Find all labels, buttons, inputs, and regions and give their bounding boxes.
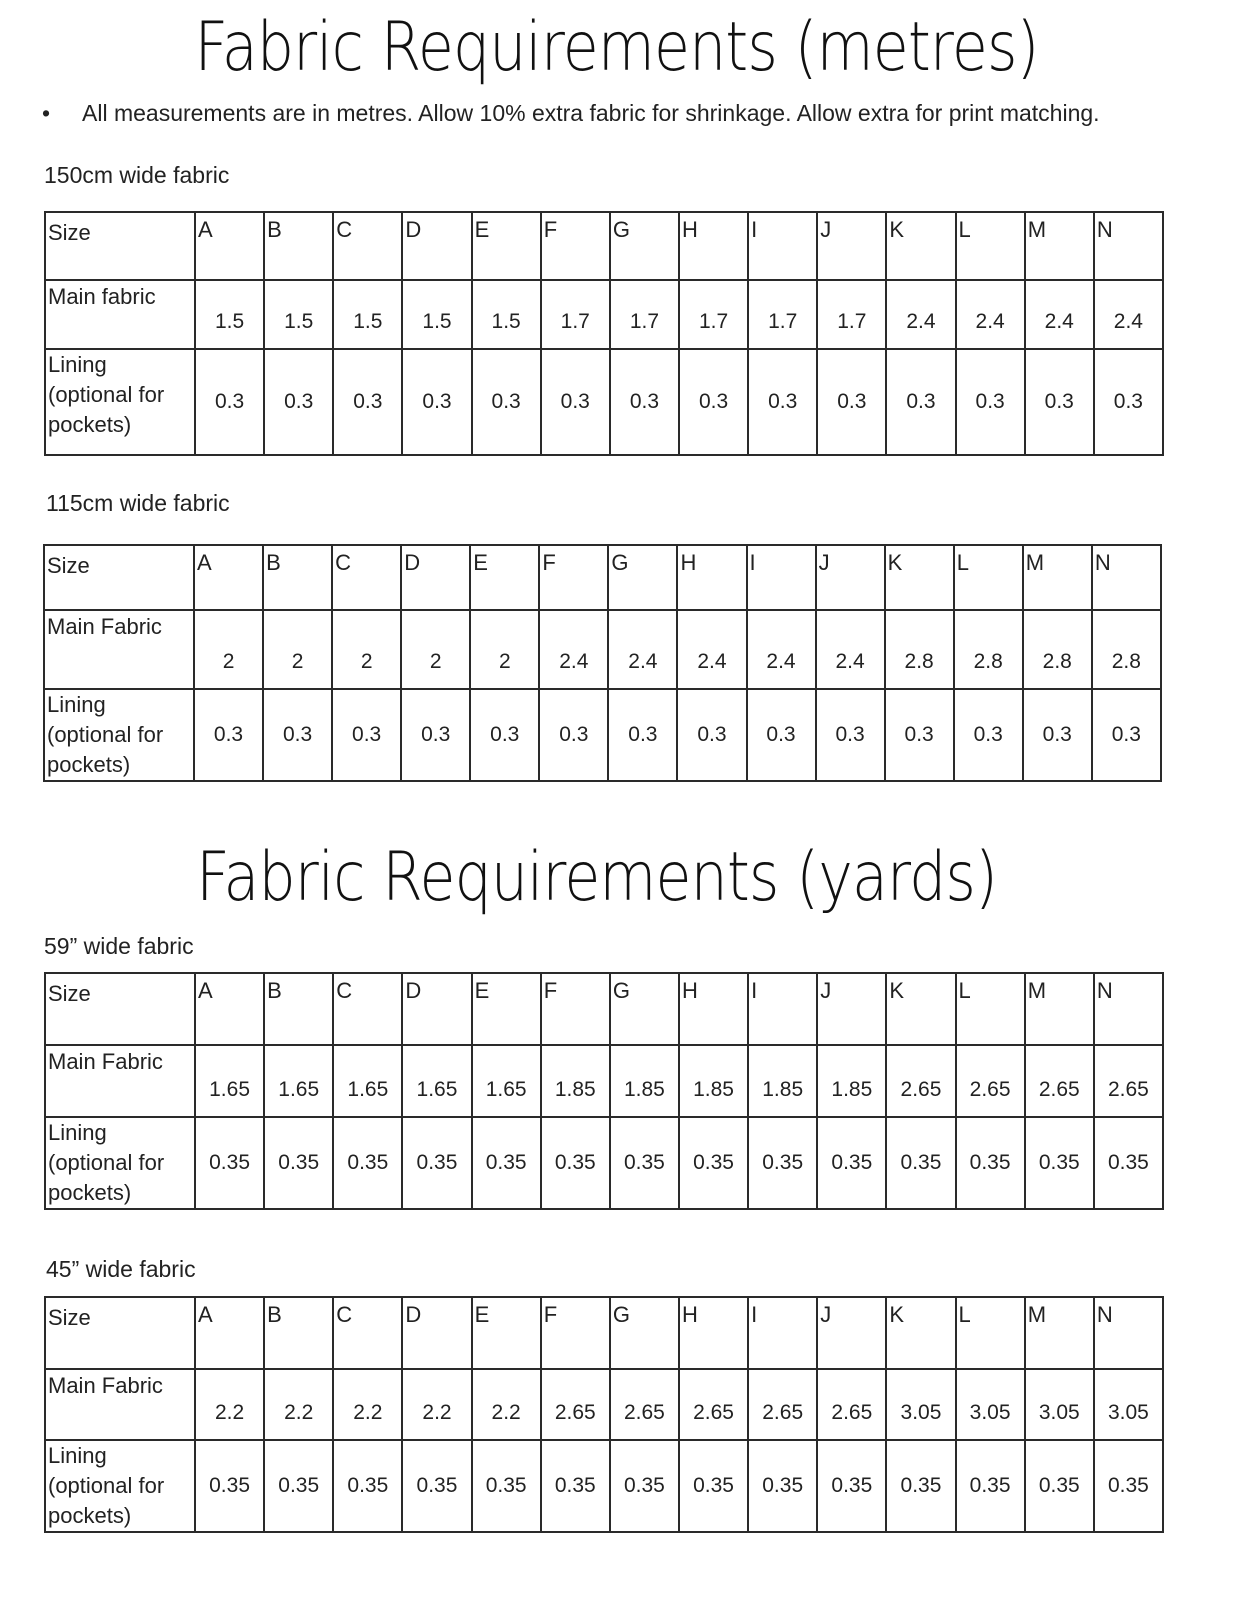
main-fabric-value: 2: [332, 610, 401, 689]
main-fabric-value: 2.65: [748, 1369, 817, 1440]
lining-value: 0.35: [195, 1117, 264, 1209]
lining-value: 0.3: [608, 689, 677, 781]
table-caption-45in: 45” wide fabric: [46, 1256, 196, 1282]
lining-value: 0.35: [264, 1117, 333, 1209]
size-header-cell: H: [679, 212, 748, 280]
main-fabric-value: 2.4: [1025, 280, 1094, 349]
lining-value: 0.3: [264, 349, 333, 455]
lining-value: 0.35: [748, 1440, 817, 1532]
lining-value: 0.35: [886, 1117, 955, 1209]
size-header-cell: M: [1025, 1297, 1094, 1369]
main-fabric-value: 1.85: [541, 1045, 610, 1117]
lining-value: 0.3: [1094, 349, 1163, 455]
main-fabric-value: 2.65: [817, 1369, 886, 1440]
main-fabric-value: 1.85: [679, 1045, 748, 1117]
main-fabric-value: 1.85: [748, 1045, 817, 1117]
main-fabric-value: 2.4: [677, 610, 746, 689]
lining-row: [45, 1440, 1163, 1532]
size-header-cell: H: [677, 545, 746, 610]
main-fabric-value: 2.4: [747, 610, 816, 689]
main-fabric-value: 2.8: [885, 610, 954, 689]
size-header-cell: C: [333, 1297, 402, 1369]
lining-row: [44, 689, 1161, 781]
main-fabric-value: 2: [263, 610, 332, 689]
size-header-cell: L: [956, 212, 1025, 280]
main-fabric-row: [44, 610, 1161, 689]
size-header-cell: E: [472, 973, 541, 1045]
main-fabric-label: Main Fabric: [45, 1045, 195, 1117]
main-fabric-value: 2.4: [886, 280, 955, 349]
size-label: Size: [45, 973, 195, 1045]
size-header-cell: M: [1023, 545, 1092, 610]
main-fabric-value: 2.2: [264, 1369, 333, 1440]
main-fabric-value: 1.5: [264, 280, 333, 349]
main-fabric-value: 2.2: [472, 1369, 541, 1440]
main-fabric-value: 1.7: [679, 280, 748, 349]
main-fabric-value: 1.65: [195, 1045, 264, 1117]
size-header-cell: F: [539, 545, 608, 610]
lining-label: Lining (optional for pockets): [45, 1117, 195, 1209]
lining-value: 0.3: [1023, 689, 1092, 781]
size-header-cell: N: [1094, 1297, 1163, 1369]
size-header-cell: L: [954, 545, 1023, 610]
size-header-cell: G: [610, 212, 679, 280]
page-title-yards: Fabric Requirements (yards): [196, 838, 997, 917]
lining-value: 0.3: [332, 689, 401, 781]
lining-value: 0.35: [472, 1440, 541, 1532]
lining-value: 0.3: [747, 689, 816, 781]
size-header-cell: J: [817, 1297, 886, 1369]
size-header-cell: H: [679, 1297, 748, 1369]
lining-value: 0.3: [195, 349, 264, 455]
measurement-note: [42, 100, 1100, 127]
size-header-cell: C: [333, 212, 402, 280]
size-row: [45, 1297, 1163, 1369]
size-header-cell: I: [748, 212, 817, 280]
lining-value: 0.35: [610, 1440, 679, 1532]
main-fabric-value: 1.5: [402, 280, 471, 349]
main-fabric-value: 1.5: [472, 280, 541, 349]
main-fabric-value: 2.8: [1092, 610, 1161, 689]
table-caption-150cm: 150cm wide fabric: [44, 162, 230, 188]
size-header-cell: A: [195, 212, 264, 280]
main-fabric-value: 2.4: [608, 610, 677, 689]
requirements-table-115cm: [43, 544, 1162, 782]
size-header-cell: I: [747, 545, 816, 610]
requirements-table-45in: [44, 1296, 1164, 1533]
lining-value: 0.3: [194, 689, 263, 781]
note-text: All measurements are in metres. Allow 10% extra fabric for shrinkage. Allow extra for print matching.: [82, 100, 1100, 126]
lining-label: Lining (optional for pockets): [45, 349, 195, 455]
lining-value: 0.3: [470, 689, 539, 781]
size-header-cell: G: [608, 545, 677, 610]
main-fabric-value: 2: [470, 610, 539, 689]
size-header-cell: E: [470, 545, 539, 610]
lining-value: 0.3: [541, 349, 610, 455]
main-fabric-value: 1.5: [195, 280, 264, 349]
lining-value: 0.35: [402, 1117, 471, 1209]
size-header-cell: M: [1025, 973, 1094, 1045]
main-fabric-row: [45, 1045, 1163, 1117]
size-header-cell: G: [610, 973, 679, 1045]
main-fabric-value: 2.4: [1094, 280, 1163, 349]
main-fabric-value: 1.7: [817, 280, 886, 349]
table-caption-59in: 59” wide fabric: [44, 933, 194, 959]
size-header-cell: D: [402, 1297, 471, 1369]
size-header-cell: I: [748, 973, 817, 1045]
main-fabric-value: 2.2: [402, 1369, 471, 1440]
main-fabric-value: 2: [401, 610, 470, 689]
main-fabric-value: 1.85: [610, 1045, 679, 1117]
size-label: Size: [45, 212, 195, 280]
size-header-cell: N: [1092, 545, 1161, 610]
size-header-cell: C: [333, 973, 402, 1045]
size-header-cell: E: [472, 212, 541, 280]
size-header-cell: K: [886, 1297, 955, 1369]
lining-value: 0.35: [817, 1117, 886, 1209]
lining-value: 0.35: [333, 1440, 402, 1532]
lining-value: 0.35: [333, 1117, 402, 1209]
main-fabric-value: 1.7: [610, 280, 679, 349]
lining-value: 0.3: [956, 349, 1025, 455]
size-header-cell: J: [817, 212, 886, 280]
size-header-cell: D: [402, 973, 471, 1045]
main-fabric-value: 2.65: [679, 1369, 748, 1440]
bullet: •: [42, 100, 51, 126]
size-header-cell: A: [195, 1297, 264, 1369]
lining-value: 0.35: [1025, 1440, 1094, 1532]
main-fabric-value: 1.5: [333, 280, 402, 349]
size-header-cell: D: [401, 545, 470, 610]
lining-value: 0.3: [1092, 689, 1161, 781]
lining-value: 0.35: [610, 1117, 679, 1209]
size-header-cell: D: [402, 212, 471, 280]
size-label: Size: [44, 545, 194, 610]
lining-value: 0.35: [1094, 1117, 1163, 1209]
size-header-cell: J: [817, 973, 886, 1045]
main-fabric-value: 2.65: [886, 1045, 955, 1117]
main-fabric-value: 2.4: [816, 610, 885, 689]
lining-value: 0.3: [402, 349, 471, 455]
main-fabric-value: 1.65: [402, 1045, 471, 1117]
main-fabric-value: 1.65: [333, 1045, 402, 1117]
main-fabric-value: 1.7: [748, 280, 817, 349]
lining-value: 0.35: [1025, 1117, 1094, 1209]
table-caption-115cm: 115cm wide fabric: [46, 490, 230, 516]
size-header-cell: F: [541, 1297, 610, 1369]
main-fabric-value: 1.7: [541, 280, 610, 349]
size-header-cell: N: [1094, 212, 1163, 280]
lining-value: 0.3: [677, 689, 746, 781]
main-fabric-value: 3.05: [956, 1369, 1025, 1440]
main-fabric-value: 3.05: [1094, 1369, 1163, 1440]
size-header-cell: M: [1025, 212, 1094, 280]
size-header-cell: I: [748, 1297, 817, 1369]
lining-value: 0.35: [679, 1440, 748, 1532]
main-fabric-row: [45, 1369, 1163, 1440]
lining-row: [45, 1117, 1163, 1209]
page-title-metres: Fabric Requirements (metres): [194, 8, 1039, 87]
main-fabric-value: 1.65: [472, 1045, 541, 1117]
lining-value: 0.3: [539, 689, 608, 781]
size-header-cell: F: [541, 973, 610, 1045]
size-header-cell: K: [885, 545, 954, 610]
size-header-cell: B: [264, 212, 333, 280]
main-fabric-value: 2.65: [1094, 1045, 1163, 1117]
main-fabric-value: 2.4: [539, 610, 608, 689]
lining-value: 0.3: [333, 349, 402, 455]
size-row: [44, 545, 1161, 610]
main-fabric-value: 2.65: [541, 1369, 610, 1440]
lining-value: 0.35: [679, 1117, 748, 1209]
lining-value: 0.35: [817, 1440, 886, 1532]
lining-value: 0.3: [263, 689, 332, 781]
lining-label: Lining (optional for pockets): [44, 689, 194, 781]
lining-value: 0.35: [956, 1440, 1025, 1532]
lining-value: 0.3: [610, 349, 679, 455]
lining-value: 0.3: [1025, 349, 1094, 455]
lining-value: 0.35: [402, 1440, 471, 1532]
lining-value: 0.3: [472, 349, 541, 455]
size-header-cell: H: [679, 973, 748, 1045]
size-header-cell: A: [194, 545, 263, 610]
main-fabric-row: [45, 280, 1163, 349]
size-header-cell: L: [956, 1297, 1025, 1369]
lining-value: 0.3: [748, 349, 817, 455]
lining-value: 0.3: [816, 689, 885, 781]
size-row: [45, 212, 1163, 280]
main-fabric-value: 2.65: [956, 1045, 1025, 1117]
lining-value: 0.3: [886, 349, 955, 455]
main-fabric-value: 1.85: [817, 1045, 886, 1117]
size-header-cell: F: [541, 212, 610, 280]
main-fabric-label: Main fabric: [45, 280, 195, 349]
main-fabric-value: 2.2: [333, 1369, 402, 1440]
lining-value: 0.35: [1094, 1440, 1163, 1532]
lining-value: 0.35: [264, 1440, 333, 1532]
size-header-cell: B: [264, 973, 333, 1045]
requirements-table-59in: [44, 972, 1164, 1210]
lining-value: 0.35: [541, 1440, 610, 1532]
lining-row: [45, 349, 1163, 455]
lining-value: 0.35: [956, 1117, 1025, 1209]
main-fabric-value: 1.65: [264, 1045, 333, 1117]
main-fabric-value: 2.65: [1025, 1045, 1094, 1117]
requirements-table-150cm: [44, 211, 1164, 456]
size-header-cell: L: [956, 973, 1025, 1045]
main-fabric-value: 2.8: [954, 610, 1023, 689]
main-fabric-label: Main Fabric: [44, 610, 194, 689]
size-header-cell: J: [816, 545, 885, 610]
main-fabric-value: 2: [194, 610, 263, 689]
main-fabric-label: Main Fabric: [45, 1369, 195, 1440]
size-header-cell: C: [332, 545, 401, 610]
size-header-cell: A: [195, 973, 264, 1045]
size-label: Size: [45, 1297, 195, 1369]
lining-value: 0.3: [885, 689, 954, 781]
lining-value: 0.35: [472, 1117, 541, 1209]
size-header-cell: N: [1094, 973, 1163, 1045]
lining-value: 0.35: [748, 1117, 817, 1209]
main-fabric-value: 3.05: [1025, 1369, 1094, 1440]
lining-value: 0.3: [954, 689, 1023, 781]
lining-label: Lining (optional for pockets): [45, 1440, 195, 1532]
main-fabric-value: 2.65: [610, 1369, 679, 1440]
size-header-cell: B: [263, 545, 332, 610]
size-header-cell: K: [886, 973, 955, 1045]
lining-value: 0.3: [817, 349, 886, 455]
size-header-cell: K: [886, 212, 955, 280]
main-fabric-value: 2.2: [195, 1369, 264, 1440]
size-row: [45, 973, 1163, 1045]
main-fabric-value: 3.05: [886, 1369, 955, 1440]
lining-value: 0.3: [679, 349, 748, 455]
size-header-cell: B: [264, 1297, 333, 1369]
lining-value: 0.35: [541, 1117, 610, 1209]
lining-value: 0.35: [195, 1440, 264, 1532]
main-fabric-value: 2.8: [1023, 610, 1092, 689]
size-header-cell: G: [610, 1297, 679, 1369]
lining-value: 0.3: [401, 689, 470, 781]
size-header-cell: E: [472, 1297, 541, 1369]
lining-value: 0.35: [886, 1440, 955, 1532]
main-fabric-value: 2.4: [956, 280, 1025, 349]
